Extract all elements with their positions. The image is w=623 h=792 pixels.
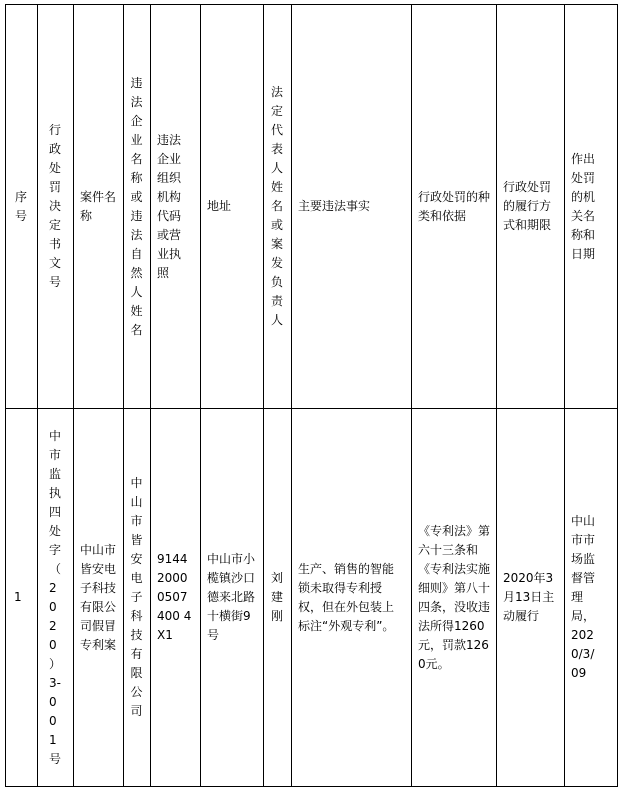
header-org-code-text: 违法企业组织机构代码或营业执照: [157, 132, 182, 280]
cell-decision-no-text: 中市监执四处字（2020）3-001号: [49, 428, 62, 766]
cell-facts-text: 生产、销售的智能锁未取得专利授权，但在外包装上标注“外观专利”。: [298, 561, 395, 633]
cell-index-text: 1: [14, 590, 22, 604]
cell-address: [201, 409, 264, 787]
header-execution-text: 行政处罚的履行方式和期限: [503, 180, 552, 232]
cell-execution: [497, 409, 565, 787]
table-row: [6, 409, 618, 787]
cell-penalty-text: 《专利法》第六十三条和《专利法实施细则》第八十四条，没收违法所得1260元，罚款1260元。: [418, 523, 491, 671]
cell-case-name: [74, 409, 124, 787]
cell-execution-text: 2020年3月13日主动履行: [503, 571, 555, 623]
header-case-name-text: 案件名称: [80, 189, 117, 223]
header-org-code: [151, 5, 201, 409]
header-decision-no: [38, 5, 74, 409]
header-address: [201, 5, 264, 409]
header-case-name: [74, 5, 124, 409]
header-row: [6, 5, 618, 409]
cell-case-name-text: 中山市皆安电子科技有限公司假冒专利案: [80, 542, 117, 652]
cell-party-name-text: 中山市皆安电子科技有限公司: [130, 476, 143, 718]
header-authority-text: 作出处罚的机关名称和日期: [571, 151, 596, 261]
header-party-name: [124, 5, 151, 409]
header-penalty: [412, 5, 497, 409]
header-facts-text: 主要违法事实: [298, 199, 371, 213]
cell-decision-no: [38, 409, 74, 787]
cell-penalty: [412, 409, 497, 787]
cell-facts: [292, 409, 412, 787]
cell-org-code: [151, 409, 201, 787]
header-party-name-text: 违法企业名称或违法自然人姓名: [130, 75, 143, 337]
header-index: [6, 5, 38, 409]
header-address-text: 地址: [207, 199, 232, 213]
cell-legal-rep-text: 刘建刚: [271, 571, 284, 623]
header-facts: [292, 5, 412, 409]
cell-org-code-text: 914420000507400 4X1: [157, 552, 192, 642]
header-decision-no-text: 行政处罚决定书文号: [49, 123, 62, 289]
cell-party-name: [124, 409, 151, 787]
cell-address-text: 中山市小榄镇沙口德来北路十横街9号: [207, 552, 256, 642]
cell-authority-text: 中山市市场监督管理局，2020/3/09: [571, 514, 596, 680]
header-index-text: 序号: [15, 189, 28, 223]
header-legal-rep: [264, 5, 292, 409]
cell-legal-rep: [264, 409, 292, 787]
header-authority: [565, 5, 618, 409]
cell-index: [6, 409, 38, 787]
cell-authority: [565, 409, 618, 787]
penalty-table: [5, 4, 618, 787]
header-penalty-text: 行政处罚的种类和依据: [418, 189, 491, 223]
header-legal-rep-text: 法定代表人姓名或案发负责人: [271, 85, 284, 327]
header-execution: [497, 5, 565, 409]
